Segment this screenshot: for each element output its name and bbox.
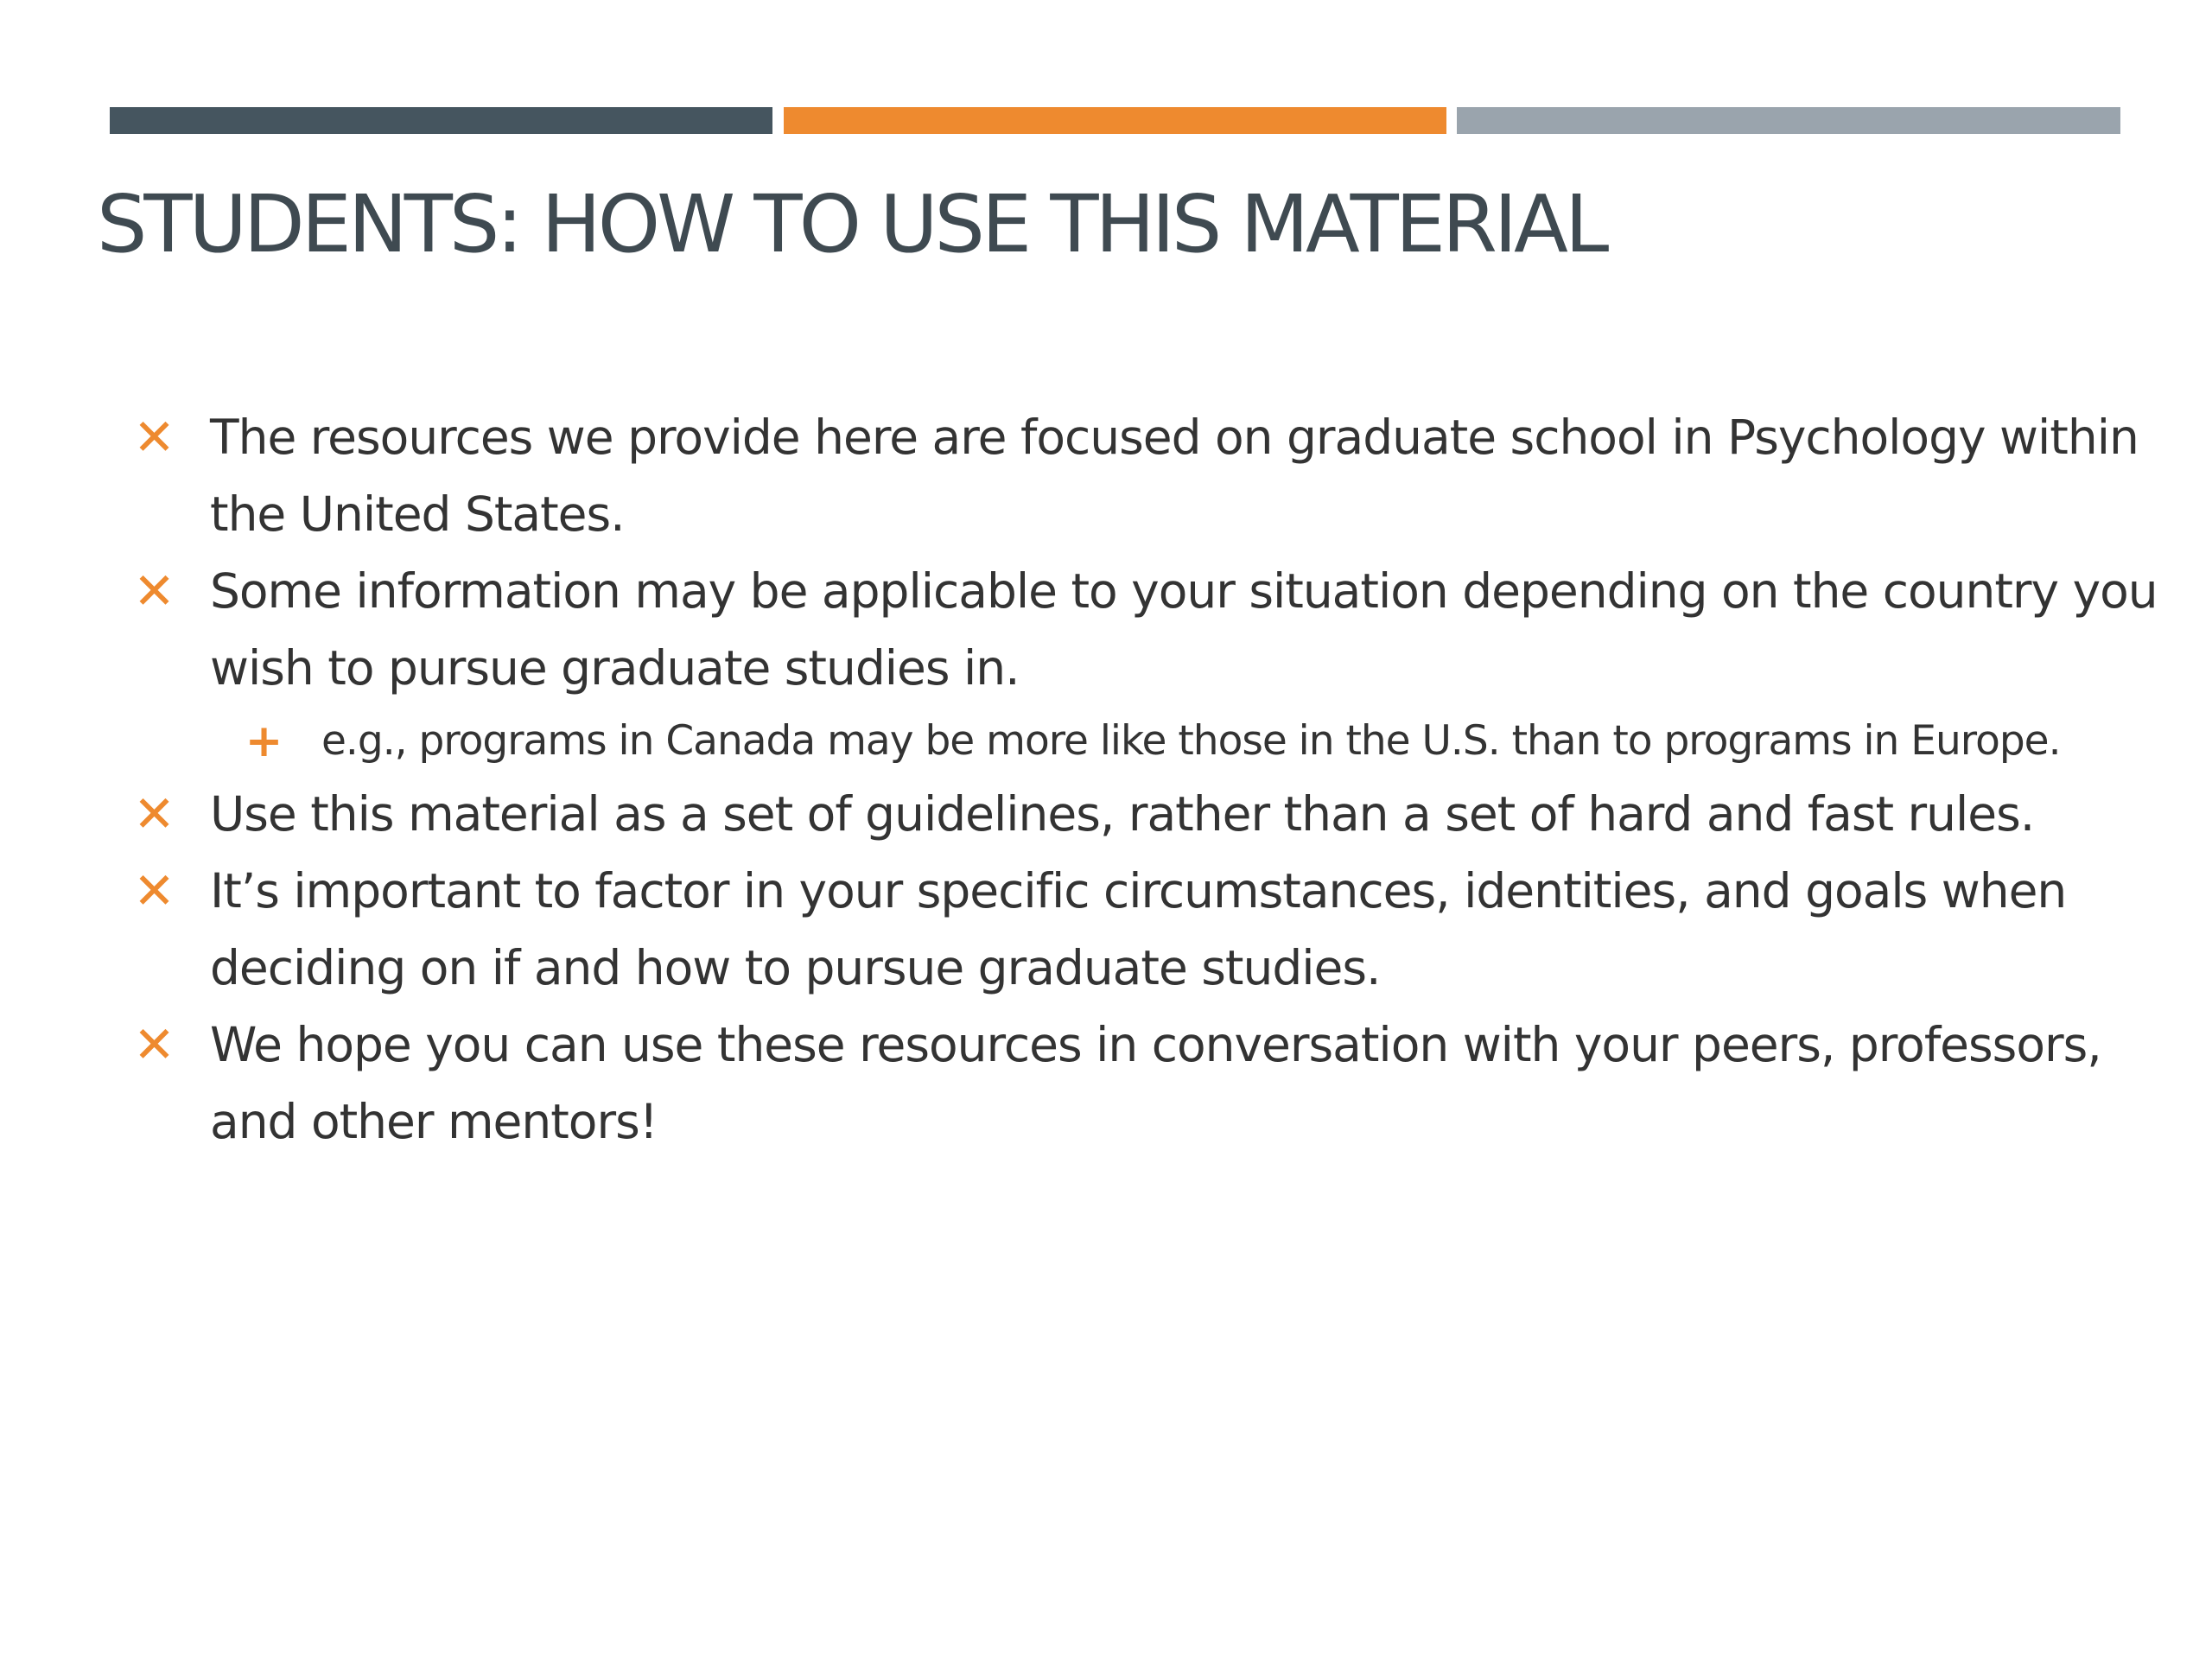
sub-bullet-text: e.g., programs in Canada may be more like those in the U.S. than to programs in Europe. (321, 717, 2061, 765)
bullet-item (130, 1007, 2134, 1160)
accent-bar-gray (1457, 107, 2120, 134)
accent-bar-dark (110, 107, 772, 134)
bullet-item (130, 776, 2134, 853)
slide-title: STUDENTS: HOW TO USE THIS MATERIAL (97, 178, 1606, 270)
bullet-text-line: It’s important to factor in your specific circumstances, identities, and goals when (210, 863, 2067, 918)
sub-bullet-item (130, 707, 2134, 776)
x-bullet-icon: ✕ (133, 562, 175, 620)
sub-bullet-list (130, 707, 2134, 776)
bullet-text-line: the United States. (210, 486, 625, 542)
x-bullet-icon: ✕ (133, 785, 175, 843)
bullet-text-line: Some information may be applicable to your situation depending on the country you (210, 563, 2158, 619)
bullet-text-line: The resources we provide here are focused on graduate school in Psychology within (210, 410, 2139, 465)
bullet-text-line: We hope you can use these resources in conversation with your peers, professors, (210, 1017, 2101, 1072)
bullet-item (130, 553, 2158, 707)
bullet-text-line: Use this material as a set of guidelines, rather than a set of hard and fast rules. (210, 786, 2035, 842)
plus-bullet-icon: + (245, 715, 283, 767)
accent-bar-orange (784, 107, 1446, 134)
bullet-item (130, 853, 2134, 1007)
bullet-text-line: wish to pursue graduate studies in. (210, 640, 1020, 696)
x-bullet-icon: ✕ (133, 861, 175, 920)
bullet-text-line: deciding on if and how to pursue graduate studies. (210, 940, 1381, 995)
bullet-item (130, 399, 2139, 553)
x-bullet-icon: ✕ (133, 408, 175, 467)
bullet-text-line: and other mentors! (210, 1094, 658, 1149)
bullet-list (130, 399, 2158, 1160)
x-bullet-icon: ✕ (133, 1015, 175, 1074)
